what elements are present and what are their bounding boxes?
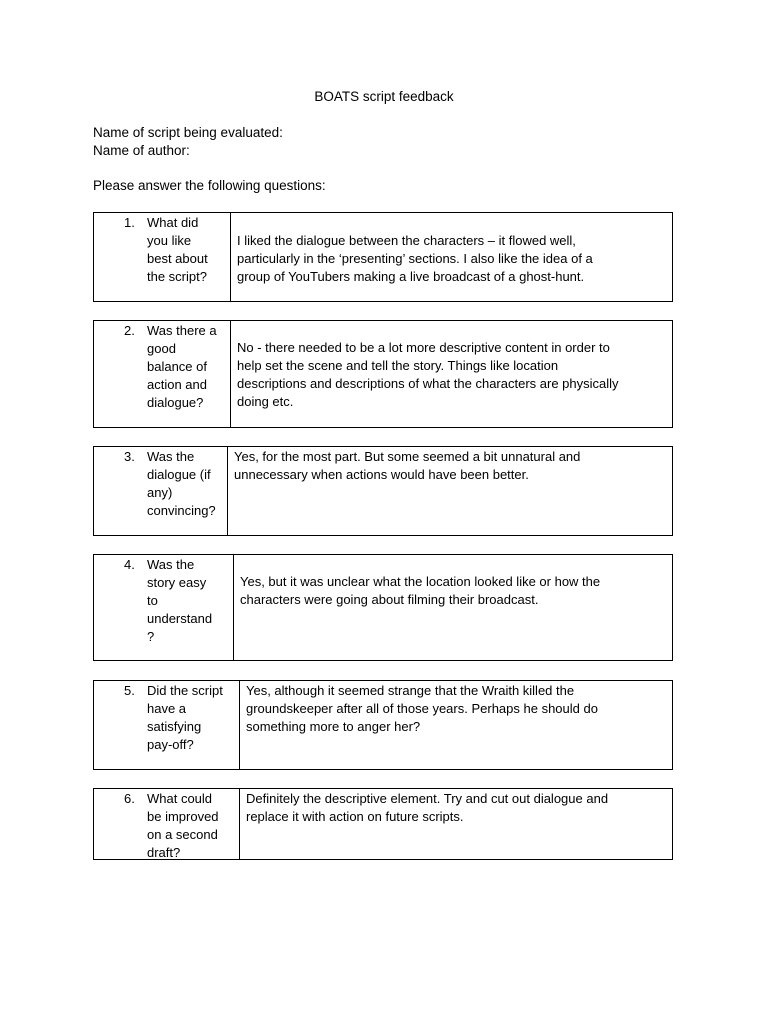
document-title: BOATS script feedback	[314, 89, 454, 104]
answer-text: Yes, but it was unclear what the location looked like or how the characters were going about filming their broadcast.	[240, 574, 601, 607]
question-box-1	[93, 212, 673, 302]
answer-text: I liked the dialogue between the characters – it flowed well, particularly in the ‘presenting’ sections. I also like the idea of a group of YouTubers making a live broadcast of a ghost-hunt.	[237, 233, 593, 284]
question-number: 3.	[124, 449, 135, 464]
question-text: Was there a good balance of action and dialogue?	[147, 323, 217, 410]
answer-text: No - there needed to be a lot more descriptive content in order to help set the scene and tell the story. Things like location descriptions and descriptions of what the characters are physically doing etc.	[237, 340, 619, 409]
question-box-5	[93, 680, 673, 770]
question-cell	[94, 555, 234, 660]
author-name-label: Name of author:	[93, 143, 190, 158]
script-name-label: Name of script being evaluated:	[93, 125, 283, 140]
question-cell	[94, 681, 240, 769]
question-cell	[94, 213, 231, 301]
question-cell	[94, 321, 231, 427]
question-box-6	[93, 788, 673, 860]
question-text: Was the story easy to understand ?	[147, 557, 213, 644]
question-number: 5.	[124, 683, 135, 698]
answer-text: Yes, for the most part. But some seemed a bit unnatural and unnecessary when actions would have been better.	[234, 449, 581, 482]
question-box-2	[93, 320, 673, 428]
answer-text: Definitely the descriptive element. Try and cut out dialogue and replace it with action on future scripts.	[246, 791, 609, 824]
question-number: 2.	[124, 323, 135, 338]
question-cell	[94, 447, 228, 535]
question-text: Did the script have a satisfying pay-off?	[147, 683, 223, 752]
question-number: 4.	[124, 557, 135, 572]
instructions-text: Please answer the following questions:	[93, 178, 326, 193]
question-number: 6.	[124, 791, 135, 806]
question-number: 1.	[124, 215, 135, 230]
question-text: What could be improved on a second draft?	[147, 791, 219, 860]
question-box-4	[93, 554, 673, 661]
answer-text: Yes, although it seemed strange that the Wraith killed the groundskeeper after all of those years. Perhaps he should do something more to anger her?	[246, 683, 598, 734]
question-cell	[94, 789, 240, 859]
question-text: What did you like best about the script?	[147, 215, 208, 284]
question-text: Was the dialogue (if any) convincing?	[147, 449, 216, 518]
question-box-3	[93, 446, 673, 536]
